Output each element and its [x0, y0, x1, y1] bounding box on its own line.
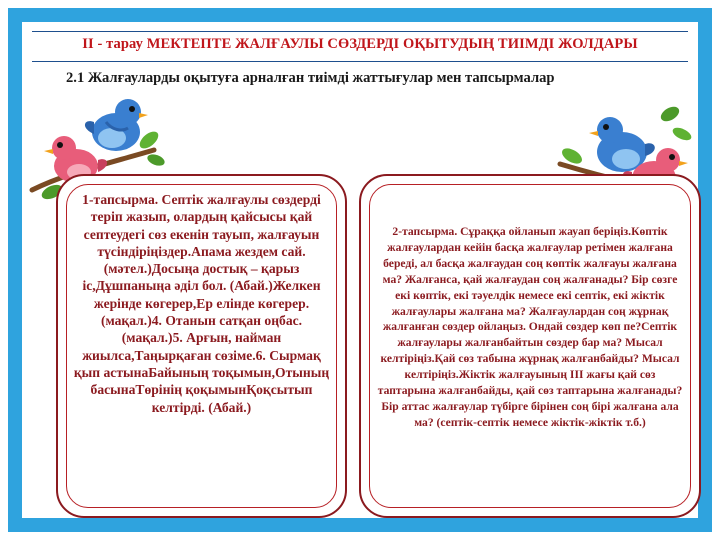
task-1-text: 1-тапсырма. Септік жалғаулы сөздерді теріп жазып, олардың қайсысы қай септеудегі сөз екенін тауып, жалғауын түсіндіріңіздер.Апама жездем сай. (мәтел.)Досыңа достық – қарыз іс,Дұшпаныңа әділ бол. (Абай.)Желкен жерінде көгерер,Ер елінде көгерер. (мақал.)4. Отанын сатқан оңбас. (мақал.)5. Арғын, найман жиылса,Таңырқаған сөзіме.6. Сырмақ қып астынаБайының тоқымын,Отының басынаТөрінің қоқымынҚоқсытып келтірді. (Абай.) [73, 192, 330, 415]
task-2-text: 2-тапсырма. Сұраққа ойланып жауап беріңіз.Көптік жалғаулардан кейін басқа жалғаулар ретімен жалғана береді, ал басқа жалғаудан соң көптік жалғауы жалғана ма? Жалғанса, қай жалғаудан соң жалғанады? Бір сөзге екі көптік, екі тәуелдік немесе екі септік, екі жіктік жалғаулары жалғана ма? Жалғаулардан соң жұрнақ жалғанған сөздер ойлаңыз. Ондай сөздер көп пе?Септік жалғаулары жалғанбайтын сөздер бар ма? Мысал келтіріңіз.Қай сөз табына жұрнақ жалғанбайды? Мысал келтіріңіз.Жіктік жалғауының ІІІ жағы қай сөз таптарына жалғанбайды, қай сөз таптарына жалғанады?Бір аттас жалғаулар түбірге бірінен соң бірі жалғана ала ма? (септік-септік немесе жіктік-жіктік т.б.) [377, 225, 683, 429]
task-1-card [56, 174, 347, 518]
divider-title [32, 61, 688, 62]
task-2-card [359, 174, 701, 518]
page-title: ІІ - тарау МЕКТЕПТЕ ЖАЛҒАУЛЫ СӨЗДЕРДІ ОҚЫТУДЫҢ ТИІМДІ ЖОЛДАРЫ [82, 36, 638, 52]
blue-bird-icon [85, 99, 148, 151]
divider-top [32, 31, 688, 32]
slide [22, 22, 698, 518]
section-subtitle: 2.1 Жалғауларды оқытуға арналған тиімді жаттығулар мен тапсырмалар [66, 70, 555, 86]
